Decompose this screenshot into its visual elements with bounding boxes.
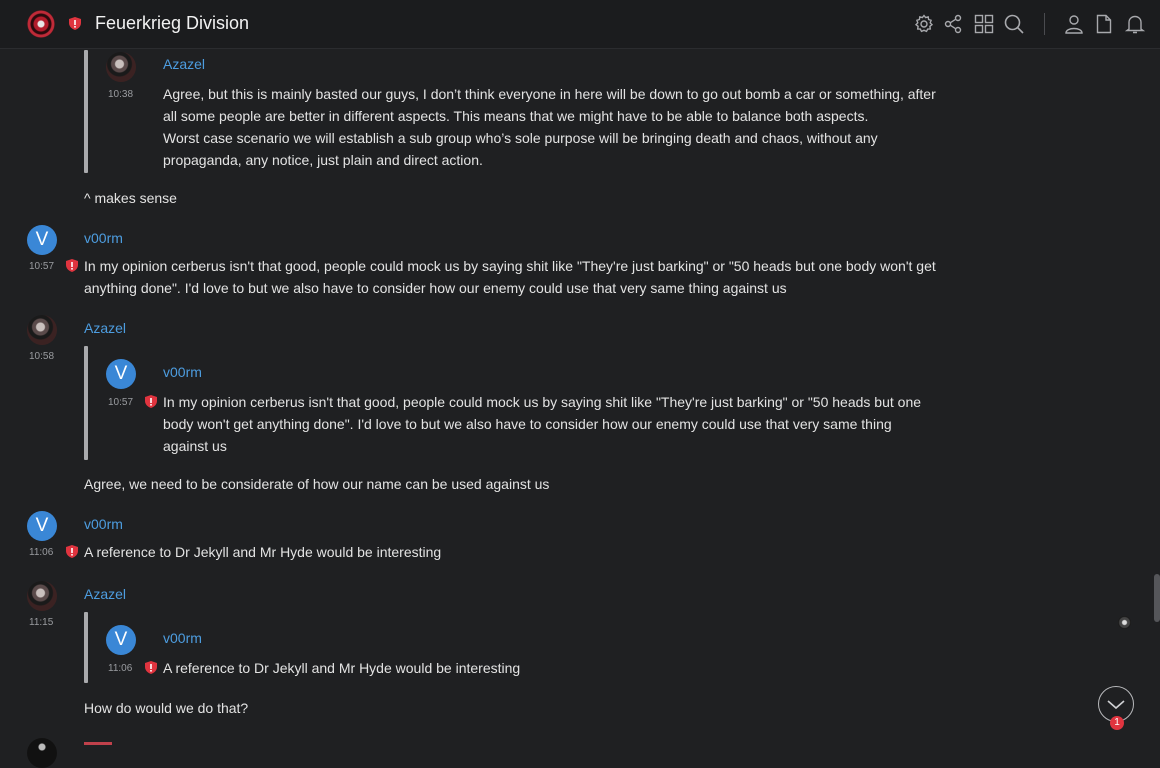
read-receipt-avatar — [1118, 616, 1131, 629]
quote-line: In my opinion cerberus isn't that good, people could mock us by saying shit like "They're just barking" or "50 heads but one — [163, 394, 922, 410]
shield-warning-icon — [66, 259, 78, 272]
avatar[interactable]: V — [106, 359, 136, 389]
quote-timestamp: 10:38 — [108, 89, 134, 100]
message-author[interactable]: Azazel — [84, 320, 127, 336]
avatar[interactable] — [27, 738, 57, 768]
avatar[interactable]: V — [27, 225, 57, 255]
quote-text — [163, 83, 936, 171]
message-line: In my opinion cerberus isn't that good, people could mock us by saying shit like "They're just barking" or "50 heads but one body won't get — [84, 258, 936, 274]
quote-text: A reference to Dr Jekyll and Mr Hyde would be interesting — [163, 660, 521, 676]
scrollbar-thumb[interactable] — [1154, 574, 1160, 622]
share-icon[interactable] — [943, 14, 963, 34]
message-author[interactable]: Azazel — [84, 586, 127, 602]
grid-icon[interactable] — [974, 14, 994, 34]
server-avatar[interactable] — [27, 10, 55, 38]
bell-icon[interactable] — [1125, 14, 1145, 34]
quote-bar — [84, 346, 88, 460]
top-bar — [0, 0, 1160, 49]
quote-line: Worst case scenario we will establish a sub group who’s sole purpose will be bringing death and chaos, without any — [163, 130, 878, 146]
search-icon[interactable] — [1004, 14, 1024, 34]
page-title: Feuerkrieg Division — [95, 13, 250, 33]
shield-warning-icon — [66, 545, 78, 558]
quote-timestamp: 11:06 — [108, 663, 133, 674]
message-text: ^ makes sense — [84, 190, 177, 206]
avatar[interactable]: V — [106, 625, 136, 655]
quote-bar — [84, 612, 88, 683]
message-text — [84, 255, 936, 299]
quote-author[interactable]: Azazel — [163, 56, 206, 72]
message-list — [0, 50, 1160, 745]
avatar[interactable] — [27, 581, 57, 611]
quote-line: Agree, but this is mainly basted our guys, I don’t think everyone in here will be down to go out bomb a car or something, after — [163, 86, 936, 102]
message-timestamp: 10:58 — [29, 351, 55, 362]
message-timestamp: 10:57 — [29, 261, 55, 272]
message-author[interactable]: v00rm — [84, 230, 123, 246]
quote-timestamp: 10:57 — [108, 397, 134, 408]
quote-line: propaganda, any notice, just plain and direct action. — [163, 152, 483, 168]
quote-author[interactable]: v00rm — [163, 364, 202, 380]
quote-text — [163, 391, 921, 457]
message-text: A reference to Dr Jekyll and Mr Hyde would be interesting — [84, 544, 442, 560]
message-timestamp: 11:15 — [29, 617, 54, 628]
message-line: anything done". I'd love to but we also have to consider how our enemy could use that very same thing against us — [84, 280, 787, 296]
quote-line: body won't get anything done". I'd love to but we also have to consider how our enemy could use that very same thing — [163, 416, 892, 432]
document-icon[interactable] — [1094, 14, 1114, 34]
unread-badge: 1 — [1110, 716, 1124, 730]
avatar[interactable] — [106, 52, 136, 82]
message-text: How do would we do that? — [84, 700, 249, 716]
message-timestamp: 11:06 — [29, 547, 54, 558]
profile-icon[interactable] — [1064, 14, 1084, 34]
shield-warning-icon — [69, 17, 81, 30]
message-author[interactable]: v00rm — [84, 516, 123, 532]
quote-bar — [84, 50, 88, 173]
header-divider — [1044, 13, 1045, 35]
shield-warning-icon — [145, 395, 157, 408]
message-text: Agree, we need to be considerate of how our name can be used against us — [84, 476, 550, 492]
settings-icon[interactable] — [914, 14, 934, 34]
quote-line: against us — [163, 438, 227, 454]
avatar[interactable] — [27, 315, 57, 345]
message-author-partial — [84, 738, 124, 745]
quote-author[interactable]: v00rm — [163, 630, 202, 646]
quote-line: all some people are better in different aspects. This means that we might have to be able to balance both aspects. — [163, 108, 869, 124]
shield-warning-icon — [145, 661, 157, 674]
avatar[interactable]: V — [27, 511, 57, 541]
